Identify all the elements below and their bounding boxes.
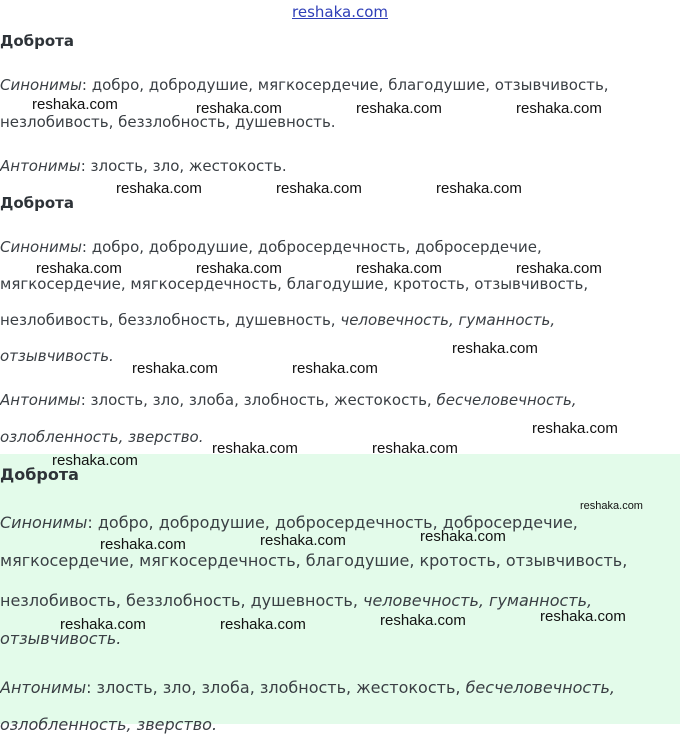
text-segment: : злость, зло, злоба, злобность, жестокость, [86,678,466,697]
italic-segment: отзывчивость. [0,347,114,365]
watermark: reshaka.com [580,500,643,512]
watermark: reshaka.com [356,260,442,277]
text-segment: : злость, зло, злоба, злобность, жестокость, [80,391,437,409]
text-line [0,238,542,256]
watermark: reshaka.com [436,180,522,197]
italic-segment: бесчеловечность, [465,678,615,697]
italic-segment: Антонимы [0,678,87,697]
italic-segment: Синонимы [0,238,82,256]
italic-segment: Антонимы [0,157,81,175]
text-line [0,157,287,175]
text-line [0,551,627,570]
section-title: Доброта [0,465,79,484]
watermark: reshaka.com [116,180,202,197]
text-line [0,715,217,734]
watermark: reshaka.com [212,440,298,457]
text-segment: : добро, добродушие, мягкосердечие, благодушие, отзывчивость, [81,76,609,94]
italic-segment: Синонимы [0,76,82,94]
text-segment: мягкосердечие, мягкосердечность, благодушие, кротость, отзывчивость, [0,551,628,570]
text-line [0,275,588,293]
text-line [0,113,336,131]
section-title: Доброта [0,32,74,50]
watermark: reshaka.com [420,528,506,545]
text-line [0,391,577,409]
watermark: reshaka.com [60,616,146,633]
watermark: reshaka.com [532,420,618,437]
section-title: Доброта [0,194,74,212]
watermark: reshaka.com [380,612,466,629]
text-line [0,347,114,365]
watermark: reshaka.com [516,260,602,277]
watermark: reshaka.com [36,260,122,277]
text-segment: мягкосердечие, мягкосердечность, благодушие, кротость, отзывчивость, [0,275,589,293]
italic-segment: Синонимы [0,513,88,532]
watermark: reshaka.com [356,100,442,117]
italic-segment: озлобленность, зверство. [0,715,218,734]
watermark: reshaka.com [276,180,362,197]
text-line [0,76,609,94]
italic-segment: Антонимы [0,391,81,409]
watermark: reshaka.com [32,96,118,113]
italic-segment: человечность, гуманность, [340,311,556,329]
watermark: reshaka.com [132,360,218,377]
italic-segment: озлобленность, зверство. [0,428,204,446]
watermark: reshaka.com [220,616,306,633]
text-line [0,591,592,610]
watermark: reshaka.com [196,260,282,277]
header-site-link[interactable]: reshaka.com [292,3,388,21]
text-segment: незлобивость, беззлобность, душевность, [0,591,364,610]
text-segment: : добро, добродушие, добросердечность, добросердечие, [87,513,578,532]
italic-segment: человечность, гуманность, [363,591,593,610]
watermark: reshaka.com [260,532,346,549]
watermark: reshaka.com [372,440,458,457]
watermark: reshaka.com [292,360,378,377]
text-line [0,311,555,329]
text-segment: незлобивость, беззлобность, душевность, [0,311,341,329]
watermark: reshaka.com [52,452,138,469]
italic-segment: отзывчивость. [0,629,122,648]
text-segment: : злость, зло, жестокость. [80,157,287,175]
italic-segment: бесчеловечность, [436,391,577,409]
watermark: reshaka.com [196,100,282,117]
text-line [0,678,615,697]
watermark: reshaka.com [516,100,602,117]
text-line [0,428,203,446]
watermark: reshaka.com [100,536,186,553]
watermark: reshaka.com [452,340,538,357]
text-segment: незлобивость, беззлобность, душевность. [0,113,336,131]
watermark: reshaka.com [540,608,626,625]
text-segment: : добро, добродушие, добросердечность, добросердечие, [81,238,542,256]
